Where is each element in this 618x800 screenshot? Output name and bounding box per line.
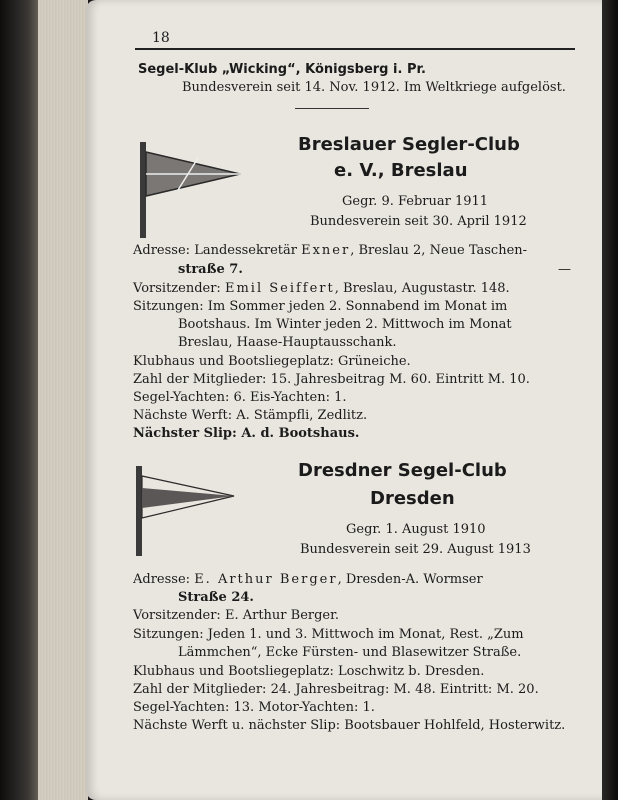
breslau-yard: Nächste Werft: A. Stämpfli, Zedlitz. xyxy=(133,408,368,423)
dresden-address-cont: Straße 24. xyxy=(178,590,254,605)
breslau-members: Zahl der Mitglieder: 15. Jahresbeitrag M. 60. Eintritt M. 10. xyxy=(133,372,530,387)
breslau-address xyxy=(133,243,527,258)
dresden-founded: Gegr. 1. August 1910 xyxy=(346,522,486,537)
breslau-address-cont: straße 7. xyxy=(178,262,243,277)
chair-label: Vorsitzender: xyxy=(133,281,221,296)
right-page-edge xyxy=(602,0,618,800)
dresden-title-line2: Dresden xyxy=(370,488,455,509)
breslau-dash: — xyxy=(558,262,571,277)
dresden-chair xyxy=(133,608,339,623)
header-rule xyxy=(135,48,575,50)
dresden-yard: Nächste Werft u. nächster Slip: Bootsbauer Hohlfeld, Hosterwitz. xyxy=(133,718,566,733)
dresden-address xyxy=(133,572,483,587)
page-number: 18 xyxy=(152,30,170,46)
breslau-pennant-icon xyxy=(136,140,248,240)
dresden-title-line1: Dresdner Segel-Club xyxy=(298,460,507,481)
chair-label: Vorsitzender: xyxy=(133,608,221,623)
chair-name: Emil Seiffert xyxy=(224,281,335,296)
breslau-founded: Gegr. 9. Februar 1911 xyxy=(342,194,489,209)
dresden-member-since: Bundesverein seit 29. August 1913 xyxy=(300,542,531,557)
breslau-title-line1: Breslauer Segler-Club xyxy=(298,134,520,155)
book-spine-shadow xyxy=(0,0,40,800)
wicking-club-note: Bundesverein seit 14. Nov. 1912. Im Weltkriege aufgelöst. xyxy=(182,80,566,95)
address-label: Adresse: xyxy=(133,572,191,587)
section-divider xyxy=(295,108,369,109)
dresden-clubhouse: Klubhaus und Bootsliegeplatz: Loschwitz b. Dresden. xyxy=(133,664,485,679)
breslau-yachts: Segel-Yachten: 6. Eis-Yachten: 1. xyxy=(133,390,347,405)
chair-rest: , Breslau, Augustastr. 148. xyxy=(334,281,510,296)
address-name: Exner xyxy=(301,243,351,258)
dresden-yachts: Segel-Yachten: 13. Motor-Yachten: 1. xyxy=(133,700,375,715)
address-prefix: Landessekretär xyxy=(194,243,297,258)
breslau-meetings-2: Bootshaus. Im Winter jeden 2. Mittwoch im Monat xyxy=(178,317,512,332)
address-rest: , Breslau 2, Neue Taschen- xyxy=(350,243,528,258)
address-rest: , Dresden-A. Wormser xyxy=(337,572,483,587)
address-name: E. Arthur Berger xyxy=(194,572,338,587)
dresden-meetings-1: Sitzungen: Jeden 1. und 3. Mittwoch im Monat, Rest. „Zum xyxy=(133,627,524,642)
breslau-slip: Nächster Slip: A. d. Bootshaus. xyxy=(133,426,360,441)
breslau-meetings-3: Breslau, Haase-Hauptausschank. xyxy=(178,335,397,350)
chair-name: E. Arthur Berger. xyxy=(224,608,340,623)
page-stack-edge xyxy=(38,0,88,800)
address-label: Adresse: xyxy=(133,243,191,258)
dresden-meetings-2: Lämmchen“, Ecke Fürsten- und Blasewitzer Straße. xyxy=(178,645,522,660)
dresden-members: Zahl der Mitglieder: 24. Jahresbeitrag: M. 48. Eintritt: M. 20. xyxy=(133,682,539,697)
wicking-club-name: Segel-Klub „Wicking“, Königsberg i. Pr. xyxy=(138,62,426,77)
breslau-chair xyxy=(133,281,510,296)
breslau-meetings-1: Sitzungen: Im Sommer jeden 2. Sonnabend im Monat im xyxy=(133,299,508,314)
breslau-title-line2: e. V., Breslau xyxy=(334,160,468,181)
breslau-member-since: Bundesverein seit 30. April 1912 xyxy=(310,214,527,229)
dresden-pennant-icon xyxy=(132,464,244,558)
breslau-clubhouse: Klubhaus und Bootsliegeplatz: Grüneiche. xyxy=(133,354,411,369)
